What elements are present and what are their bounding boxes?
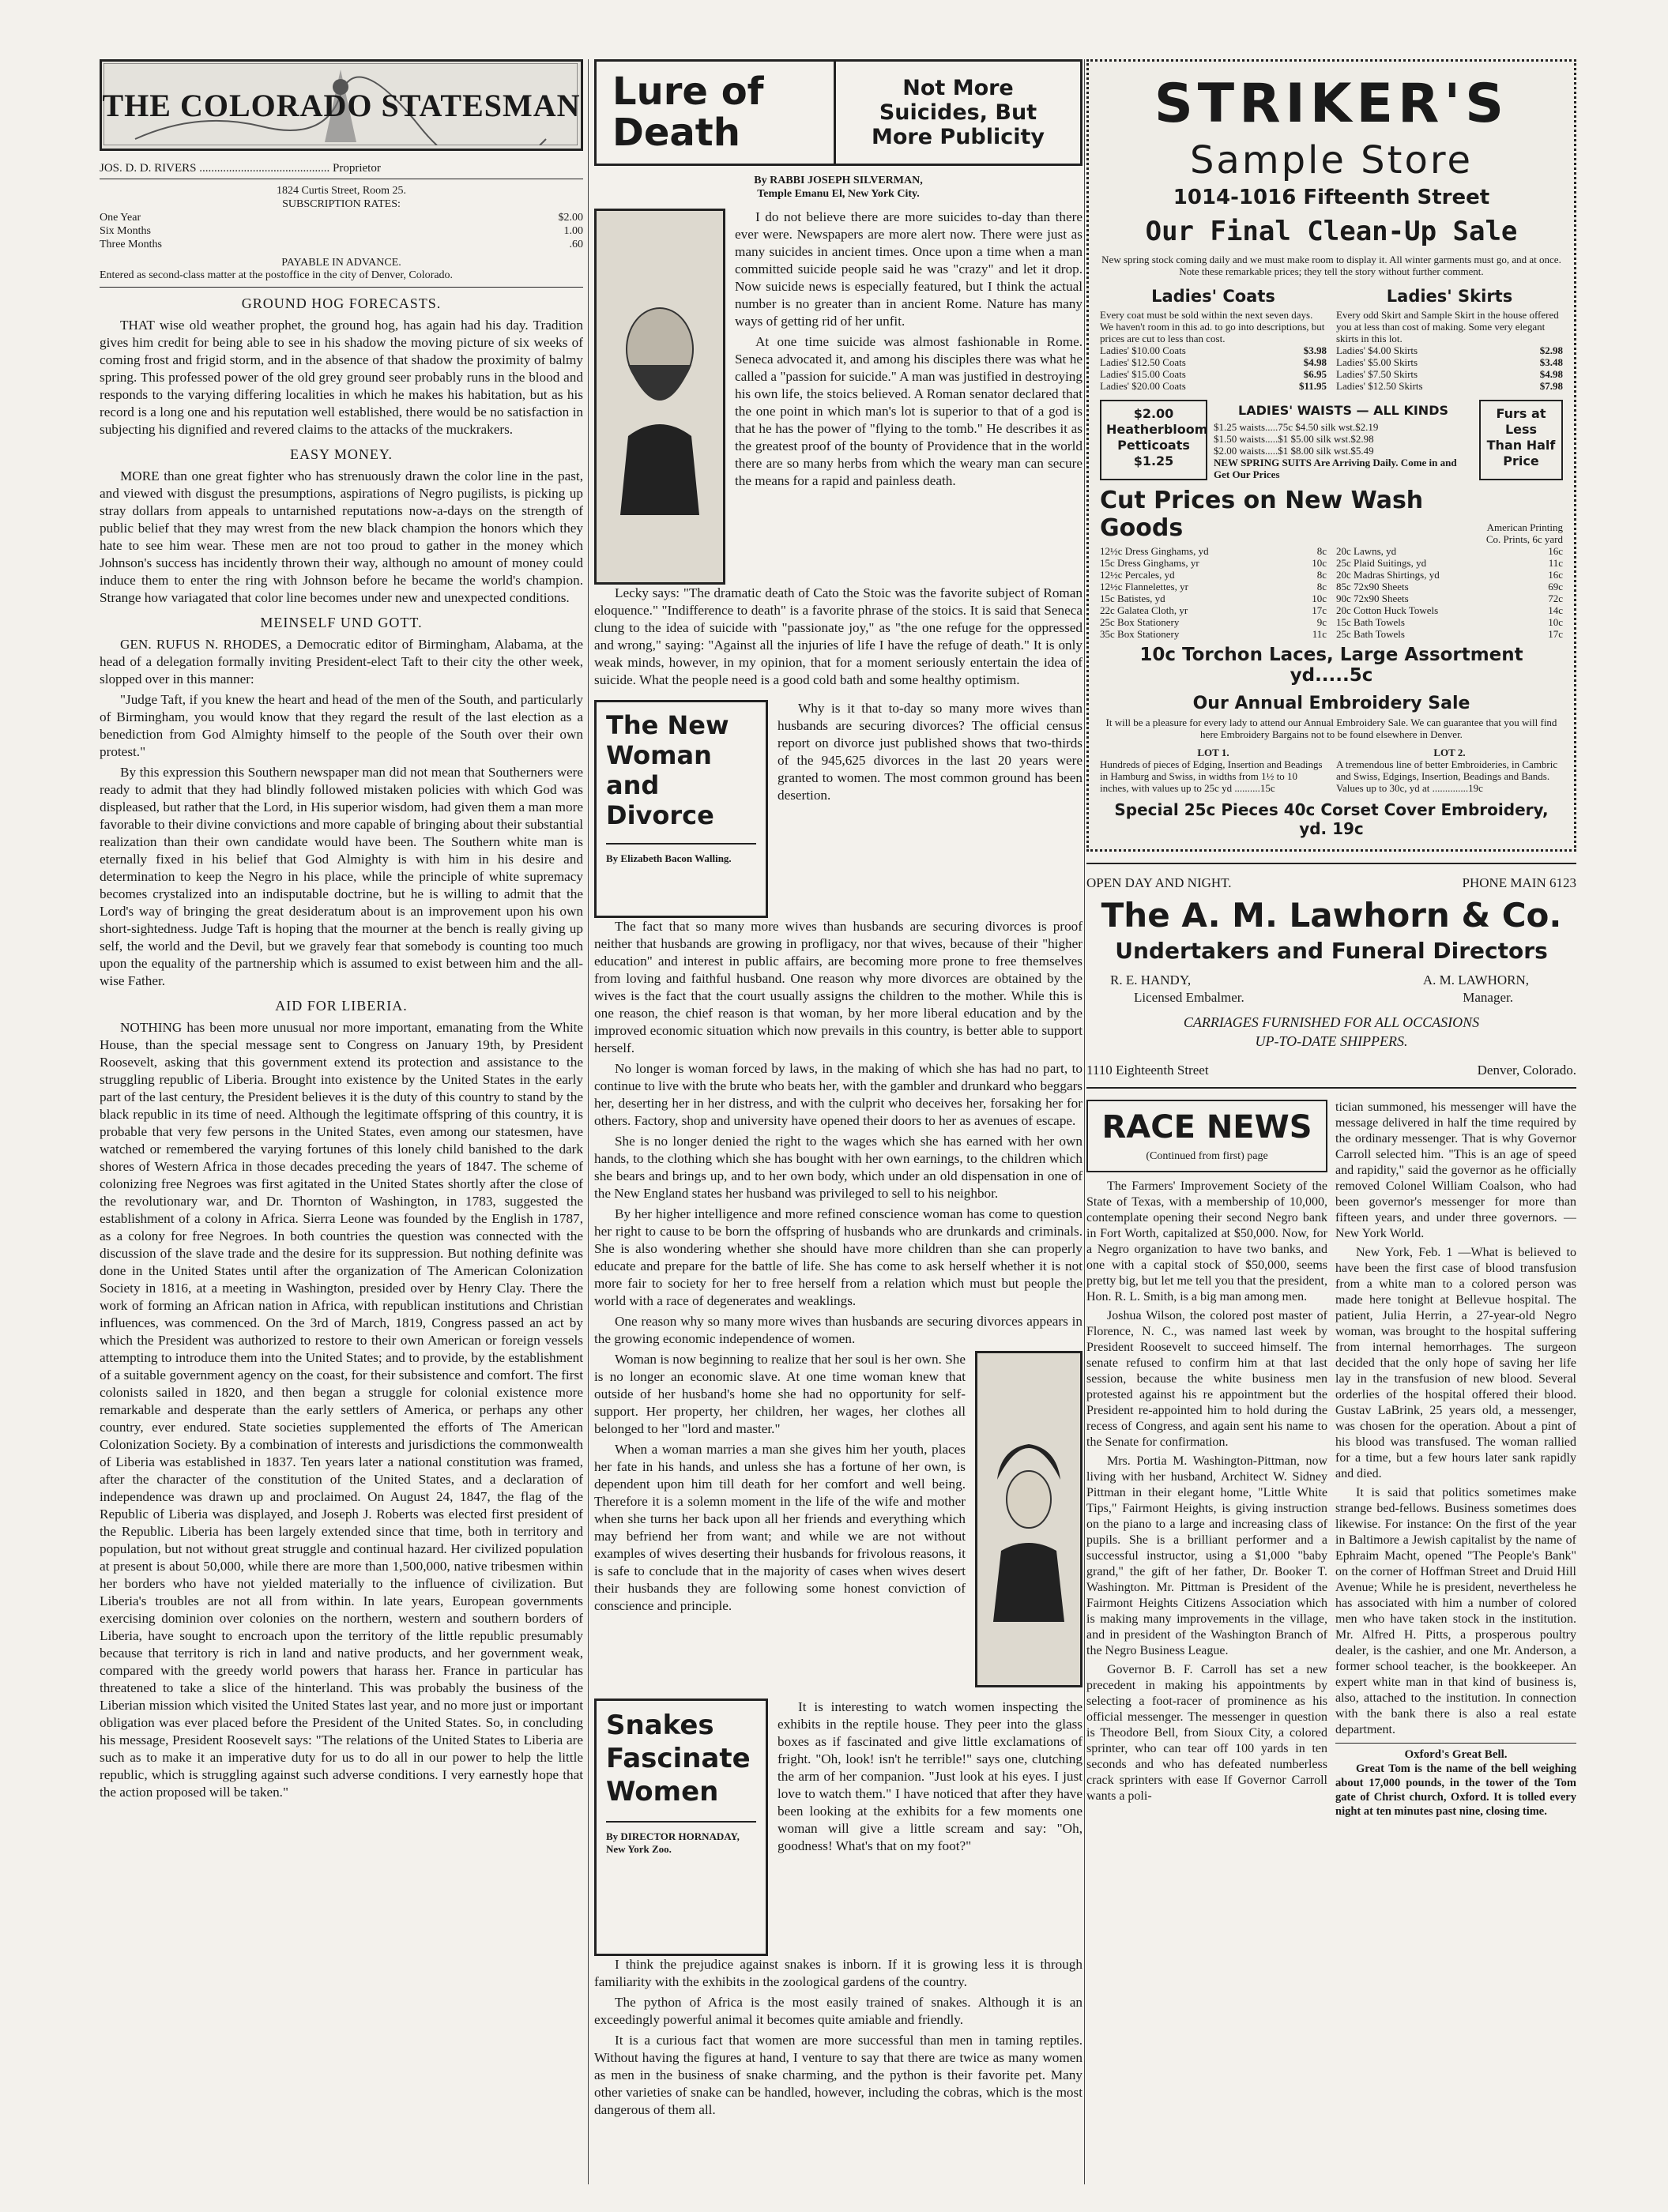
lure-body	[594, 209, 1083, 585]
newwoman-title-box	[594, 700, 768, 918]
open-hours: OPEN DAY AND NIGHT.	[1086, 875, 1232, 890]
subscription-block	[100, 184, 583, 211]
lure-title-box	[594, 59, 1083, 166]
price-line	[1100, 581, 1327, 592]
snakes-text	[778, 1698, 1083, 1956]
race-news	[1086, 1100, 1576, 1822]
price-line	[1336, 581, 1563, 592]
newwoman-text	[778, 700, 1083, 918]
price-line	[1336, 344, 1563, 356]
article-text: Lecky says: "The dramatic death of Cato the Stoic was the favorite subject of Roman eloquence." "Indifference to death" is a favorite phrase of the stoics. It is said that Seneca clung to the idea of suicide with "passionate joy," as "the one refuge for the oppressed and wrong," saying: "Against all the injuries of life I have the refuge of death." It is only weak minds, however, in my opinion, that for a moment seriously entertain the idea of suicide. What the people need is a good cold bath and some healthy optimism.	[594, 585, 1083, 687]
rate-row	[100, 238, 583, 251]
article-title: MEINSELF UND GOTT.	[260, 615, 423, 630]
bell-text: Great Tom is the name of the bell weighing about 17,000 pounds, in the tower of the Tom gate of Christ church, Oxford. It is tolled every night at ten minutes past nine, closing time.	[1335, 1762, 1576, 1818]
rate-label: Three Months	[100, 239, 162, 250]
lot2-text: A tremendous line of better Embroideries, in Cambric and Swiss, Edgings, Insertion, Beadings and Bands. Values up to 30c, yd at ..............19c	[1336, 758, 1558, 794]
article-text: THAT wise old weather prophet, the ground hog, has again had his day. Tradition gives him credit for being able to see in his shadow the moving picture of six weeks of coming frost and frigid storm, and in the absence of that shadow the proximity of balmy spring. This professed power of the old grey ground seer probably runs in the blood and responds to the varying differing localities in which he makes his habitation, but as his record is a long one and his reputation well established, there would be no satisfaction in subjecting his dignified and revered claims to the attacks of the muckrakers.	[100, 318, 583, 437]
staff-name: R. E. HANDY,	[1110, 972, 1192, 988]
article-text: The python of Africa is the most easily trained of snakes. Although it is an exceedingly powerful animal it becomes quite amiable and friendly.	[594, 1995, 1083, 2027]
item: Ladies' $12.50 Skirts	[1336, 380, 1423, 392]
rate-label: Six Months	[100, 225, 151, 237]
newwoman-body	[594, 700, 1083, 918]
item: 25c Bath Towels	[1336, 628, 1405, 640]
price-line	[1100, 557, 1327, 569]
item: 12½c Dress Ginghams, yd	[1100, 545, 1209, 557]
carriages: CARRIAGES FURNISHED FOR ALL OCCASIONS	[1183, 1014, 1480, 1030]
waists-row	[1100, 400, 1563, 480]
race-title: RACE NEWS	[1101, 1109, 1312, 1146]
coats-skirts	[1100, 284, 1563, 392]
staff-name: A. M. LAWHORN,	[1422, 972, 1529, 988]
street-address: 1110 Eighteenth Street	[1086, 1063, 1209, 1078]
petticoats-box: $2.00 Heatherbloom Petticoats $1.25	[1100, 400, 1207, 480]
price-line	[1100, 344, 1327, 356]
furs-box: Furs at Less Than Half Price	[1479, 400, 1563, 480]
item: 15c Bath Towels	[1336, 616, 1405, 628]
lot2-block	[1336, 747, 1563, 794]
lawhorn-name: The A. M. Lawhorn & Co.	[1101, 896, 1562, 935]
price-line	[1336, 604, 1563, 616]
price: 10c	[1312, 557, 1327, 569]
price-line	[1336, 569, 1563, 581]
item: 20c Cotton Huck Towels	[1336, 604, 1439, 616]
price: $4.98	[1539, 368, 1563, 380]
wash-title: Cut Prices on New Wash Goods	[1100, 487, 1424, 542]
price: 8c	[1316, 569, 1327, 581]
item: 22c Galatea Cloth, yr	[1100, 604, 1188, 616]
item: Ladies' $20.00 Coats	[1100, 380, 1186, 392]
item: 35c Box Stationery	[1100, 628, 1180, 640]
article-text: tician summoned, his messenger will have the message delivered in half the time required by the ordinary messenger. That is why Governor Carroll selected him. "This is an age of speed and rapidity," said the governor as he officially removed Colonel William Coalson, who had been governor's messenger for more than fifteen years, and under three governors. —New York World.	[1335, 1100, 1576, 1240]
article-text: She is no longer denied the right to the wages which she has earned with her own hands, to the clothing which she has bought with her own earnings, to the children which she bears and brings up, and to her own body, which under an old dispensation in one of the New England states her husband was privileged to sell to his neighbor.	[594, 1134, 1083, 1201]
embroidery-title: Our Annual Embroidery Sale	[1192, 694, 1470, 713]
item: 20c Lawns, yd	[1336, 545, 1397, 557]
newwoman-byline: By Elizabeth Bacon Walling.	[606, 843, 756, 865]
item: Ladies' $12.50 Coats	[1100, 356, 1186, 368]
price-line	[1336, 628, 1563, 640]
masthead-title: THE COLORADO STATESMAN	[102, 87, 581, 123]
article-text: Mrs. Portia M. Washington-Pittman, now living with her husband, Architect W. Sidney Pittman in their elegant home, "Little White Tips," Fairmont Heights, is giving instruction on the piano to a large and increasing class of pupils. She is a brilliant performer and a successful instructor, using a $1,000 "baby grand," the gift of her father, Dr. Booker T. Washington. Mr. Pittman is President of the Fairmont Heights Citizens Association which is making many improvements in the village, and in president of the Washington Branch of the Negro Business League.	[1086, 1454, 1327, 1657]
price: $3.48	[1539, 356, 1563, 368]
price-line	[1336, 616, 1563, 628]
item: Ladies' $5.00 Skirts	[1336, 356, 1418, 368]
strikers-ad	[1086, 59, 1576, 852]
wash-right	[1336, 545, 1563, 640]
lot1-text: Hundreds of pieces of Edging, Insertion and Beadings in Hamburg and Swiss, in widths from 1½ to 10 inches, with values up to 25c yd ..........15c	[1100, 758, 1323, 794]
rate-row	[100, 211, 583, 224]
price: 16c	[1548, 545, 1563, 557]
byline-place: Temple Emanu El, New York City.	[757, 188, 920, 200]
column-ads-news	[1086, 59, 1576, 2184]
sale-intro: New spring stock coming daily and we must make room to display it. All winter garments must go, and at once. Note these remarkable prices; they tell the story without further comment.	[1101, 254, 1561, 277]
price-line	[1100, 368, 1327, 380]
price-line	[1336, 592, 1563, 604]
article-title: AID FOR LIBERIA.	[275, 998, 408, 1014]
article-text: The fact that so many more wives than husbands are securing divorces is proof neither that husbands are growing in profligacy, nor that wives, because of their "higher education" and interest in public affairs, are becoming more prone to free themselves from loving and faithful husband. One reason why more divorces are obtained by the wives is the fact that the court usually assigns the children to the mother. While this is one reason, the chief reason is that woman, by her more liberal education and by the improved economic situation which now prevails in this country, is better able to support herself.	[594, 919, 1083, 1055]
wash-prices	[1100, 545, 1563, 640]
article-title: GROUND HOG FORECASTS.	[241, 295, 442, 311]
office-address: 1824 Curtis Street, Room 25.	[276, 185, 407, 197]
item: 20c Madras Shirtings, yd	[1336, 569, 1440, 581]
skirts-block	[1336, 284, 1563, 392]
lure-title: Lure of Death	[612, 70, 764, 155]
article-text: No longer is woman forced by laws, in the making of which she has had no part, to continue to live with the brute who beats her, with the gambler and drunkard who beggars her, deserting her in her distress, and with the culprit who deceives her, forsaking her for others. Factory, shop and university have opened their doors to her as avenues of escape.	[594, 1061, 1083, 1128]
price: 72c	[1548, 592, 1563, 604]
snakes-title: Snakes Fascinate Women	[606, 1710, 751, 1808]
item: 85c 72x90 Sheets	[1336, 581, 1409, 592]
payable-note: PAYABLE IN ADVANCE.	[281, 257, 401, 269]
price-line	[1336, 368, 1563, 380]
item: 15c Batistes, yd	[1100, 592, 1165, 604]
price-line	[1100, 604, 1327, 616]
staff-title: Licensed Embalmer.	[1134, 990, 1244, 1005]
price-line	[1100, 569, 1327, 581]
skirts-intro: Every odd Skirt and Sample Skirt in the house offered you at less than cost of making. Some very elegant skirts in this lot.	[1336, 309, 1559, 344]
price: $11.95	[1298, 380, 1327, 392]
item: Ladies' $7.50 Skirts	[1336, 368, 1418, 380]
column-rule	[1084, 59, 1085, 2184]
price: 9c	[1316, 616, 1327, 628]
rate-price: .60	[569, 239, 583, 250]
spring-suits: NEW SPRING SUITS Are Arriving Daily. Come in and Get Our Prices	[1214, 457, 1457, 480]
staff-names	[1086, 972, 1576, 989]
woman-portrait-icon	[985, 1416, 1072, 1622]
price-line	[1336, 545, 1563, 557]
byline	[594, 174, 1083, 201]
torchon-laces: 10c Torchon Laces, Large Assortment yd.....5c	[1139, 645, 1523, 686]
wash-note: American Printing Co. Prints, 6c yard	[1485, 521, 1563, 545]
item: Ladies' $10.00 Coats	[1100, 344, 1186, 356]
price: 16c	[1548, 569, 1563, 581]
subscription-heading: SUBSCRIPTION RATES:	[282, 198, 401, 210]
item: 15c Dress Ginghams, yr	[1100, 557, 1199, 569]
lawhorn-header	[1086, 875, 1576, 891]
article-text: I do not believe there are more suicides to-day than there ever were. Newspapers are more alert now. There were just as many suicides in ancient times. Once upon a time when a man committed suicide people said he was "crazy" and let it drop. Now suicide news is especially featured, but I think the actual number is no greater than in ancient Rome. Nature has many ways of getting rid of her unfit.	[735, 209, 1083, 329]
coats-title: Ladies' Coats	[1151, 287, 1275, 306]
price-line	[1336, 380, 1563, 392]
price: 8c	[1316, 581, 1327, 592]
waists-block	[1214, 400, 1473, 480]
bell-title: Oxford's Great Bell.	[1404, 1748, 1508, 1761]
price-line	[1100, 616, 1327, 628]
special-embroidery: Special 25c Pieces 40c Corset Cover Embroidery, yd. 19c	[1114, 800, 1549, 838]
price: $2.98	[1539, 344, 1563, 356]
staff-titles	[1086, 989, 1576, 1006]
newwoman-title: The New Woman and Divorce	[606, 710, 729, 830]
masthead-banner	[100, 59, 583, 151]
lot1-block	[1100, 747, 1327, 794]
lawhorn-ad	[1086, 863, 1576, 1089]
price-line	[1336, 557, 1563, 569]
waists-line: $2.00 waists.....$1 $8.00 silk wst.$5.49	[1214, 445, 1374, 457]
store-address: 1014-1016 Fifteenth Street	[1173, 186, 1490, 209]
wash-left	[1100, 545, 1327, 640]
price-line	[1100, 356, 1327, 368]
item: 25c Plaid Suitings, yd	[1336, 557, 1427, 569]
newwoman-lower-text	[594, 1351, 966, 1687]
price: $4.98	[1303, 356, 1327, 368]
lawhorn-sub: Undertakers and Funeral Directors	[1115, 938, 1548, 964]
price: 69c	[1548, 581, 1563, 592]
item: Ladies' $15.00 Coats	[1100, 368, 1186, 380]
price-line	[1100, 380, 1327, 392]
lure-subtitle: Not More Suicides, But More Publicity	[834, 62, 1080, 164]
coats-intro: Every coat must be sold within the next seven days. We haven't room in this ad. to go into descriptions, but prices are cut to less than cost.	[1100, 309, 1325, 344]
price-line	[1100, 628, 1327, 640]
price-line	[1336, 356, 1563, 368]
price: 17c	[1548, 628, 1563, 640]
snakes-title-box	[594, 1698, 768, 1956]
article-text: GEN. RUFUS N. RHODES, a Democratic editor of Birmingham, Alabama, at the head of a delegation formally inviting President-elect Taft to their city the other week, slopped over in this manner:	[100, 637, 583, 687]
price: 8c	[1316, 545, 1327, 557]
lawhorn-address	[1086, 1062, 1576, 1089]
article-text: Woman is now beginning to realize that her soul is her own. She is no longer an economic slave. At one time woman knew that outside of her husband's home she had no opportunity for self-support. Her property, her children, her wages, her clothes all belonged to her "lord and master."	[594, 1352, 966, 1436]
wash-header	[1100, 480, 1563, 545]
snakes-body	[594, 1698, 1083, 1956]
portrait-man-image	[594, 209, 725, 585]
race-left-text	[1086, 1179, 1327, 1804]
price: 11c	[1312, 628, 1327, 640]
rate-price: $2.00	[558, 212, 583, 224]
item: 25c Box Stationery	[1100, 616, 1180, 628]
lure-text	[735, 209, 1083, 585]
article-text: It is said that politics sometimes make strange bed-fellows. Business sometimes does likewise. For instance: On the first of the year in Baltimore a Jewish capitalist by the name of Ephraim Macht, opened "The People's Bank" on the corner of Hoffman Street and Druid Hill Avenue; While he is president, nevertheless he has associated with him a number of colored men who have taken stock in the institution. Mr. Alfred H. Pitts, a prosperous poultry dealer, is the cashier, and one Mr. Anderson, a former school teacher, is the bookkeeper. An expert white man in that kind of business is, also, attached to the institution. In connection with the bank there is also a real estate department.	[1335, 1486, 1576, 1736]
article-text: The Farmers' Improvement Society of the State of Texas, with a membership of 10,000, contemplate opening their second Negro bank in Fort Worth, capitalized at $50,000. Now, for a Negro organization to have two banks, and one with a capital stock of $50,000, seems pretty big, but let me tell you that the president, Hon. R. L. Smith, is a big man among men.	[1086, 1179, 1327, 1304]
bell-item	[1335, 1743, 1576, 1819]
article-text: I think the prejudice against snakes is inborn. If it is growing less it is through familiarity with the exhibits in the zoological gardens of the country.	[594, 1957, 1083, 1989]
rate-label: One Year	[100, 212, 141, 224]
newwoman-lower	[594, 1351, 1083, 1687]
item: 12½c Flannelettes, yr	[1100, 581, 1188, 592]
column-features	[594, 59, 1083, 2184]
article-text: One reason why so many more wives than husbands are securing divorces appears in the growing economic independence of women.	[594, 1314, 1083, 1346]
bearded-man-icon	[604, 278, 715, 515]
skirts-title: Ladies' Skirts	[1386, 287, 1513, 306]
lot1-label: LOT 1.	[1197, 747, 1229, 758]
waists-line: $1.25 waists.....75c $4.50 silk wst.$2.19	[1214, 421, 1379, 433]
article-text: By this expression this Southern newspaper man did not mean that Southerners were ready to admit that they had blindly followed mistaken policies with which God was displeased, but rather that the Lord, in His superior wisdom, had given them a man more favorable to their divine convictions and more capable of bringing about their substantial realization than their own candidate would have been. The Southern white man is eternally fixed in his belief that God Almighty is with him in his desire and determination to keep the Negro in his place, while the principle of white supremacy becomes crystalized into an indisputable doctrine, but he is willing to admit that the Lord's way of bringing the great desideratum about is an improvement upon his own short-sightedness. Judge Taft is hoping that the mourner at the bench is really giving up self, the world and the Devil, but we gravely fear that somebody is counting too much upon the equality of the partnership which is assumed to exist between him and the all-wise Father.	[100, 765, 583, 988]
embroidery-intro: It will be a pleasure for every lady to attend our Annual Embroidery Sale. We can guarantee that you will find here Embroidery Bargains not to be found elsewhere in Denver.	[1105, 717, 1557, 740]
column-editorial	[100, 59, 583, 2184]
article-text: "Judge Taft, if you knew the heart and head of the men of the South, and particularly of Birmingham, you would know that they regard the result of the last election as a benediction from God Almighty himself to the people of the South over their own protest."	[100, 692, 583, 759]
entered-note: Entered as second-class matter at the postoffice in the city of Denver, Colorado.	[100, 269, 583, 288]
race-left	[1086, 1100, 1327, 1822]
column-rule	[588, 59, 589, 2184]
item: 12½c Percales, yd	[1100, 569, 1175, 581]
snakes-byline	[606, 1821, 756, 1856]
article-text: It is interesting to watch women inspecting the exhibits in the reptile house. They peer into the glass boxes as if fascinated and give little exclamations of fright. "Oh, look! isn't he terrible!" says one, clutching the arm of her companion. "Just look at his eyes. I just love to watch them." I have noticed that after they have been looking at the exhibits for a few moments one woman will give a little scream and say: "Oh, goodness! What's that on my foot?"	[778, 1699, 1083, 1853]
portrait-woman-image	[975, 1351, 1083, 1687]
article-text: At one time suicide was almost fashionable in Rome. Seneca advocated it, and among his disciples there was what he called a "passion for suicide." A man was justified in destroying his own life, the stoics believed. A Roman senator declared that the one point in which man's lot is superior to that of a god is that he has the power of "flying to the tomb." He describes it as the greatest proof of the bounty of Providence that in the world there are so many herbs from which the weary man can secure the means for a rapid and painless death.	[735, 334, 1083, 488]
city: Denver, Colorado.	[1477, 1063, 1576, 1078]
byline-name: By DIRECTOR HORNADAY,	[606, 1830, 740, 1842]
price: $3.98	[1303, 344, 1327, 356]
item: Ladies' $4.00 Skirts	[1336, 344, 1418, 356]
price: 10c	[1312, 592, 1327, 604]
waists-title: LADIES' WAISTS — ALL KINDS	[1238, 403, 1448, 418]
waists-line: $1.50 waists.....$1 $5.00 silk wst.$2.98	[1214, 433, 1374, 445]
race-sub: (Continued from first) page	[1146, 1150, 1268, 1162]
article-text: Joshua Wilson, the colored post master of Florence, N. C., was named last week by President Roosevelt to succeed himself. The senate refused to confirm him at that last session, because the white business men protested against his re appointment but the President re-appointed him to hold during the recess of Congress, and again sent his name to the Senate for confirmation.	[1086, 1309, 1327, 1449]
lot2-label: LOT 2.	[1433, 747, 1466, 758]
byline-place: New York Zoo.	[606, 1843, 672, 1855]
sale-title: Our Final Clean-Up Sale	[1145, 216, 1518, 247]
price: 14c	[1548, 604, 1563, 616]
store-name: STRIKER'S	[1154, 73, 1509, 135]
proprietor-line	[100, 157, 583, 179]
proprietor: JOS. D. D. RIVERS ............................................ Proprietor	[100, 162, 381, 175]
staff-title: Manager.	[1463, 990, 1513, 1005]
race-title-box	[1086, 1100, 1327, 1172]
price: $6.95	[1303, 368, 1327, 380]
item: 90c 72x90 Sheets	[1336, 592, 1409, 604]
rate-row	[100, 224, 583, 238]
price-line	[1100, 545, 1327, 557]
article-text: Governor B. F. Carroll has set a new precedent in making his appointments by selecting a foot-racer of prominence as his official messenger. The messenger in question is Theodore Bell, from Sioux City, a colored sprinter, who can tear off 100 yards in ten seconds and who has defeated numberless crack sprinters with ease If Governor Carroll wants a poli-	[1086, 1663, 1327, 1803]
price: 10c	[1548, 616, 1563, 628]
price: 17c	[1312, 604, 1327, 616]
article-text: By her higher intelligence and more refined conscience woman has come to question her right to cause to be born the offspring of husbands who are drunkards and criminals. She is also wondering whether she should have more children than she can properly educate and prepare for the battle of life. She has come to ask herself whether it is not more fair to society for her to free herself from a relation which must but people the world with a race of degenerates and weaklings.	[594, 1206, 1083, 1308]
embroidery-lots	[1100, 747, 1563, 794]
article-text: NOTHING has been more unusual nor more important, emanating from the White House, than the special message sent to Congress on January 19th, by President Roosevelt, asking that this government extend its protection and assistance to the struggling republic of Liberia. Brought into existence by the United States in the early part of the last century, the President believes it is the duty of this country to stand by the black republic in its time of need. Although the legitimate offspring of this country, it is probable that very few persons in the United States, even among our statesmen, have watched or remembered the varying fortunes of this lonely child banished to the dark shores of Western Africa in those decades preceding the years of 1847. The scheme of colonizing free Negroes was first agitated in the United States shortly after the close of the revolutionary war, and Dr. Thornton of Washington, in 1783, suggested the establishment of a colony in Africa. Sierra Leone was founded by the English in 1787, as a colony for free Negroes. In both countries the question was connected with the discussion of the slave trade and the desire for its suppression. But nothing definite was done in the United States until after the organization of The American Colonization Society in 1816, at a meeting in Washington, presided over by Henry Clay. There the work of forming an African nation in Africa, with republican institutions and Christian influences, was commenced. On the 3rd of March, 1819, Congress passed an act by which the President was authorized to restore to their own American or foreign vessels attempting to introduce them into the United States; and to provide, by the establishment of a suitable government agency on the coast, for their subsistence and comfort. The first colonists sailed in 1820, and then began a struggle for colonial existence more remarkable and desperate than the early settlers of America, or perhaps any other country, ever endured. State societies supplemented the efforts of The American Colonization Society. By a combination of interests and jurisdictions the commonwealth of Liberia was established in 1837. Ten years later a national constitution was framed, after the character of the constitution of the United States, and a declaration of independence was drawn up and proclaimed. On August 24, 1847, the flag of the Republic of Liberia was displayed, and Joseph J. Roberts was elected first president of the Republic. Liberia has been largely extended since that time, both in territory and population, but not without great struggle and continual hazard. Her civilized population at present is about 50,000, while there are more than 1,500,000, native tribesmen within her borders who have not yielded materially to the influence of civilization. But Liberia's troubles are not all from within. In late years, European governments exercising dominion over colonies on the northern, western and southern borders of Liberia, have sought to encroach upon the territory of the little republic presumably because that territory is rich in land and native products, and her government weak, compared with the greedy world powers that harass her. France in particular has threatened to take a slice of the hinterland. This was probably the business of the Liberian mission which visited the United States last year, and no more just or important obligation was ever placed before the President of the United States. So, in concluding his message, President Roosevelt says: "The relations of the United States to Liberia are such as to make it an imperative duty for us to do all in our power to help the little republic, which is struggling against such adverse conditions. I very earnestly hope that the action proposed will be taken."	[100, 1020, 583, 1800]
article-text: It is a curious fact that women are more successful than men in taming reptiles. Without having the figures at hand, I venture to say that there are twice as many women as men in the business of snake charming, and the python is their favorite pet. Many other varieties of snake can be handled, however, including the cobras, which is the most dangerous of them all.	[594, 2033, 1083, 2117]
shippers: UP-TO-DATE SHIPPERS.	[1255, 1033, 1408, 1049]
byline-name: By RABBI JOSEPH SILVERMAN,	[754, 175, 923, 186]
price-line	[1100, 592, 1327, 604]
article-text: When a woman marries a man she gives him her youth, places her fate in his hands, and unless she has a fortune of her own, is dependent upon him till death for her comfort and well being. Therefore it is a solemn moment in the life of the wife and mother when she turns her back upon all her friends and everything which may befriend her from want; and while we are not without examples of wives deserting their husbands for frivolous reasons, it is safe to conclude that in the majority of cases when wives desert their husbands they are following some honest conviction of conscience and principle.	[594, 1442, 966, 1613]
coats-block	[1100, 284, 1327, 392]
price: 11c	[1548, 557, 1563, 569]
article-title: EASY MONEY.	[289, 446, 393, 462]
store-type: Sample Store	[1189, 138, 1474, 182]
article-text: MORE than one great fighter who has strenuously drawn the color line in the past, and viewed with disgust the presumptions, aspirations of Negro pugilists, is picking up stray dollars from appeals to untarnished reputations now-a-days on the strength of public belief that they may wrest from the new black champion the honors which they hate to see him wear. These men are not too proud to gather in the money which Johnson's success has incidently thrown their way, although no amount of money could induce them to enter the ring with Johnson before he became the world's champion. Strange how variagated that color line becomes under new and unexpected conditions.	[100, 468, 583, 605]
article-text: Why is it that to-day so many more wives than husbands are securing divorces? The official census report on divorce just published shows that two-thirds of the 945,625 divorces in the last 20 years were granted to women. The most common ground has been desertion.	[778, 701, 1083, 803]
race-right	[1335, 1100, 1576, 1822]
price: $7.98	[1539, 380, 1563, 392]
phone-number: PHONE MAIN 6123	[1462, 875, 1576, 890]
rate-price: 1.00	[563, 225, 583, 237]
article-text: New York, Feb. 1 —What is believed to have been the first case of blood transfusion from a white man to a colored person was made here tonight at Bellevue hospital. The patient, Julia Herrin, a 27-year-old Negro woman, was brought to the hospital suffering from internal hemorrhages. The surgeon decided that the only hope of saving her life lay in the transfusion of new blood. Several orderlies of the hospital offered their blood. Gustav LaBrink, 25 years old, a messenger, was chosen for the operation. About a pint of his blood was transfused. The woman rallied for a time, but a few hours later sank rapidly and died.	[1335, 1246, 1576, 1480]
